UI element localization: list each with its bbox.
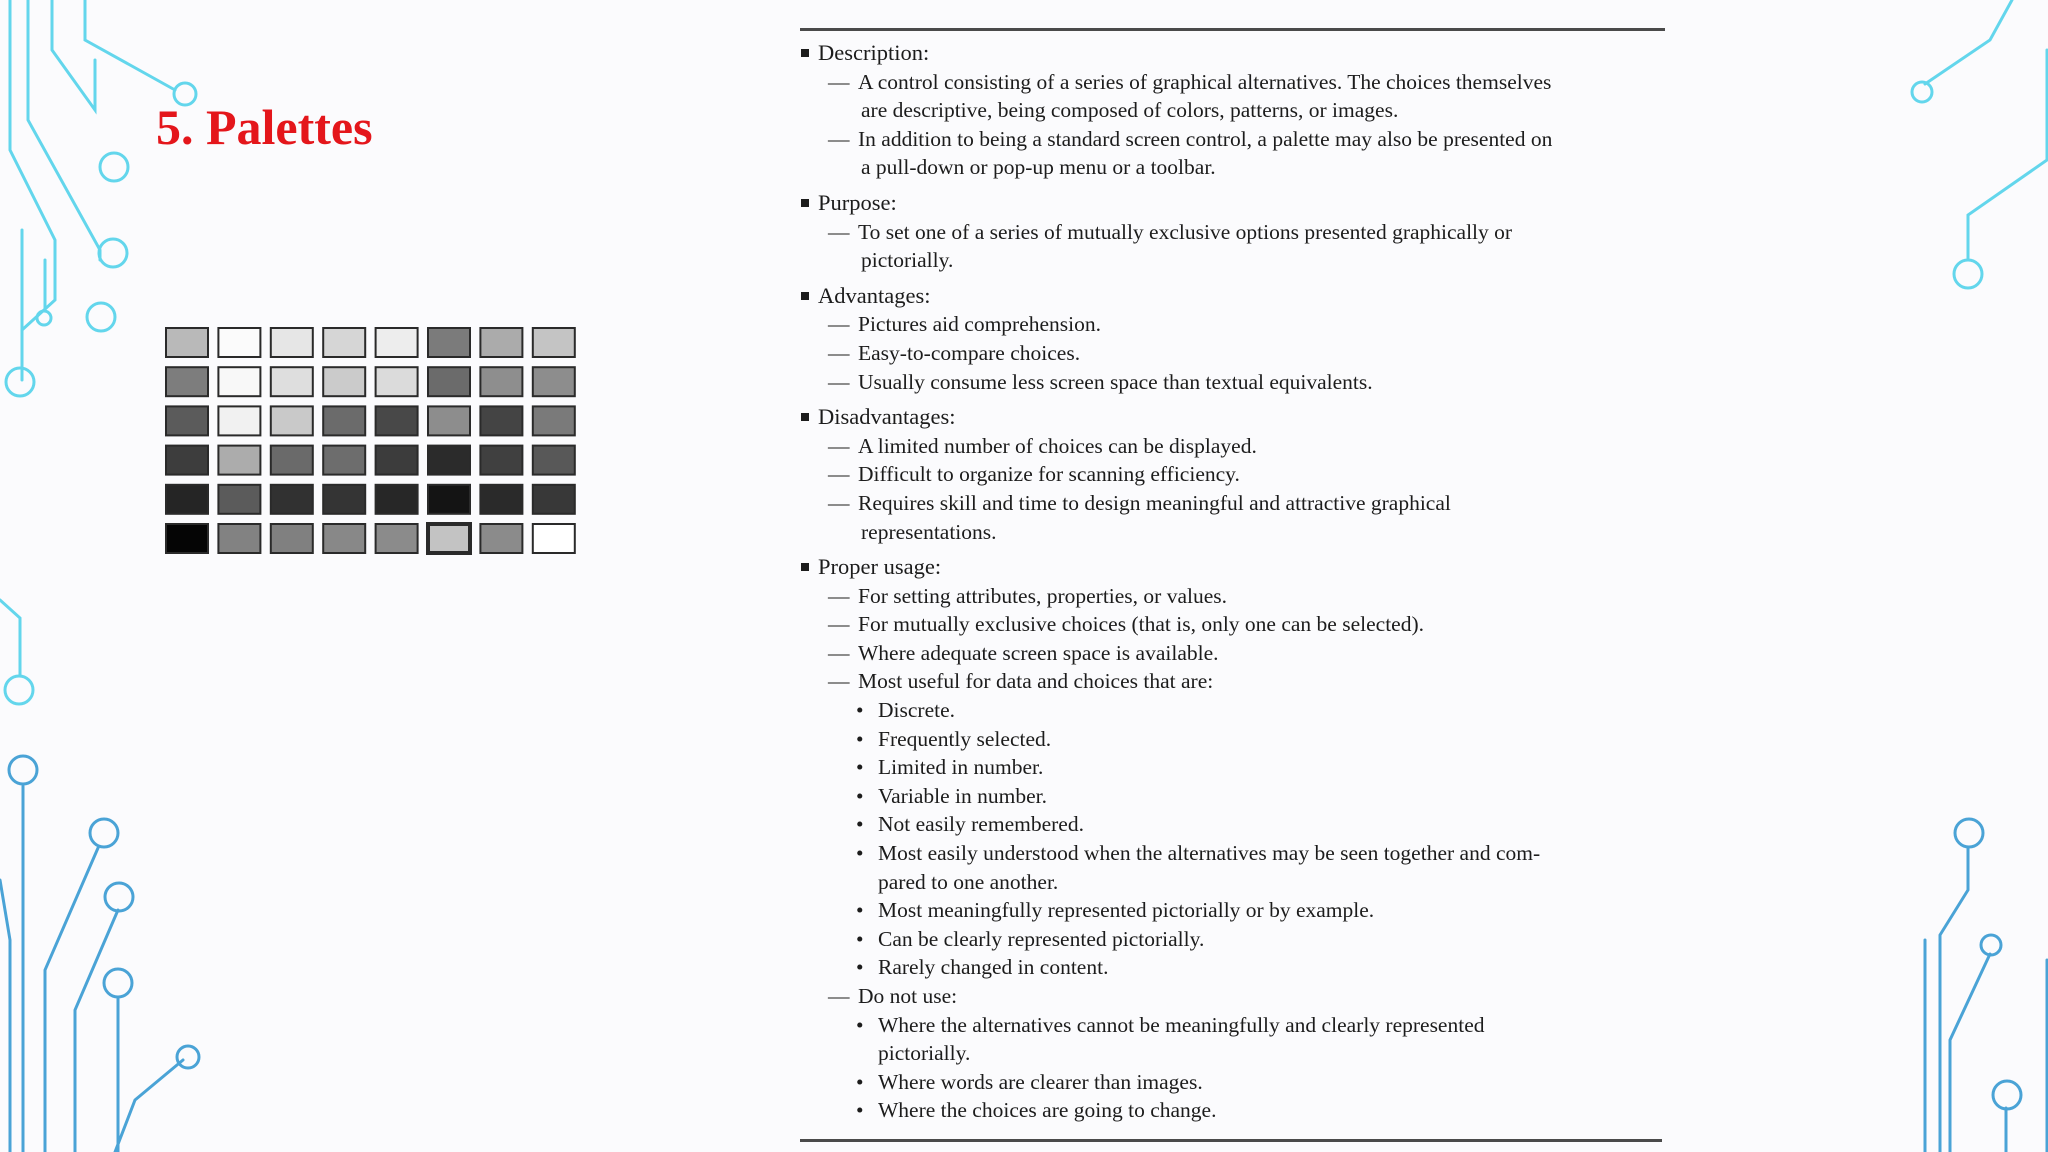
palette-swatch[interactable] bbox=[323, 406, 365, 435]
palette-swatch[interactable] bbox=[323, 328, 365, 357]
section-heading bbox=[800, 403, 1665, 432]
item-line: Most easily understood when the alternatives may be seen together and com- bbox=[878, 841, 1541, 866]
palette-swatch[interactable] bbox=[376, 328, 418, 357]
item-line: Variable in number. bbox=[878, 783, 1047, 808]
palette-swatch[interactable] bbox=[480, 367, 522, 396]
palette-swatch[interactable] bbox=[218, 367, 260, 396]
palette-swatch[interactable] bbox=[271, 406, 313, 435]
bullet-dot-icon: • bbox=[856, 755, 864, 780]
item-line: A limited number of choices can be displayed. bbox=[858, 433, 1257, 458]
item-line: To set one of a series of mutually exclusive options presented graphically or bbox=[858, 219, 1513, 244]
section-heading-text: Description: bbox=[818, 40, 930, 65]
palette-swatch[interactable] bbox=[218, 406, 260, 435]
item-line: For setting attributes, properties, or values. bbox=[858, 583, 1228, 608]
palette-swatch[interactable] bbox=[533, 367, 575, 396]
item-line: Most meaningfully represented pictorially or by example. bbox=[878, 898, 1375, 923]
section-heading-text: Proper usage: bbox=[818, 554, 942, 580]
palette-swatch[interactable] bbox=[271, 446, 313, 475]
palette-swatch[interactable] bbox=[323, 446, 365, 475]
bullet-dot-icon: • bbox=[856, 1069, 864, 1094]
square-bullet-icon bbox=[801, 199, 809, 207]
bullet-dot-icon: • bbox=[856, 955, 864, 980]
item-line: pictorially. bbox=[878, 1041, 971, 1066]
palette-swatch[interactable] bbox=[533, 485, 575, 514]
item-line: Limited in number. bbox=[878, 755, 1044, 780]
item-line: Frequently selected. bbox=[878, 726, 1052, 751]
item-line: Discrete. bbox=[878, 698, 956, 723]
bullet-item bbox=[800, 1011, 1665, 1068]
bullet-item bbox=[800, 782, 1665, 811]
palette-swatch[interactable] bbox=[376, 524, 418, 553]
dash-item bbox=[800, 339, 1665, 368]
item-line: Can be clearly represented pictorially. bbox=[878, 926, 1205, 951]
item-line: Do not use: bbox=[858, 984, 958, 1008]
content-section bbox=[800, 282, 1665, 396]
palette-swatch[interactable] bbox=[271, 367, 313, 396]
section-heading-text: Disadvantages: bbox=[818, 404, 956, 430]
dash-item bbox=[800, 582, 1665, 611]
dash-item bbox=[800, 310, 1665, 339]
item-line: Where adequate screen space is available. bbox=[858, 640, 1219, 665]
palette-swatch[interactable] bbox=[376, 367, 418, 396]
content-section bbox=[800, 403, 1665, 546]
dash-item bbox=[800, 218, 1665, 275]
section-heading-text: Purpose: bbox=[818, 189, 897, 215]
palette-swatch[interactable] bbox=[376, 485, 418, 514]
item-line: Most useful for data and choices that are: bbox=[858, 669, 1214, 694]
item-line: A control consisting of a series of graphical alternatives. The choices themselves bbox=[858, 69, 1552, 94]
palette-swatch[interactable] bbox=[533, 328, 575, 357]
palette-swatch[interactable] bbox=[218, 485, 260, 514]
palette-swatch[interactable] bbox=[166, 367, 208, 396]
palette-swatch[interactable] bbox=[166, 446, 208, 475]
bullet-dot-icon: • bbox=[856, 1012, 864, 1037]
palette-swatch[interactable] bbox=[480, 446, 522, 475]
palette-swatch[interactable] bbox=[166, 328, 208, 357]
item-line: Usually consume less screen space than textual equivalents. bbox=[858, 369, 1373, 394]
item-line: Easy-to-compare choices. bbox=[858, 340, 1081, 365]
item-line: pared to one another. bbox=[878, 869, 1059, 894]
palette-swatch[interactable] bbox=[218, 524, 260, 553]
content-section bbox=[800, 189, 1665, 275]
item-line: pictorially. bbox=[861, 248, 954, 273]
section-heading bbox=[800, 553, 1665, 582]
palette-swatch[interactable] bbox=[480, 524, 522, 553]
palette-swatch[interactable] bbox=[428, 485, 470, 514]
bullet-item bbox=[800, 725, 1665, 754]
bullet-item bbox=[800, 1096, 1665, 1125]
dash-item bbox=[800, 125, 1665, 182]
dash-item bbox=[800, 460, 1665, 489]
item-line: Difficult to organize for scanning efficiency. bbox=[858, 462, 1240, 487]
item-line: Not easily remembered. bbox=[878, 812, 1084, 837]
dash-item bbox=[800, 982, 1665, 1011]
palette-swatch[interactable] bbox=[218, 446, 260, 475]
palette-swatch[interactable] bbox=[376, 406, 418, 435]
item-line: Where words are clearer than images. bbox=[878, 1069, 1203, 1094]
square-bullet-icon bbox=[801, 49, 809, 57]
item-line: a pull-down or pop-up menu or a toolbar. bbox=[861, 155, 1216, 180]
palette-swatch[interactable] bbox=[533, 406, 575, 435]
bottom-rule bbox=[800, 1139, 1662, 1142]
bullet-item bbox=[800, 839, 1665, 896]
bullet-dot-icon: • bbox=[856, 1098, 864, 1123]
item-line: In addition to being a standard screen control, a palette may also be presented on bbox=[858, 126, 1553, 151]
palette-swatch[interactable] bbox=[428, 328, 470, 357]
palette-swatch[interactable] bbox=[271, 328, 313, 357]
dash-item bbox=[800, 368, 1665, 397]
section-heading bbox=[800, 282, 1665, 311]
palette-swatch[interactable] bbox=[480, 485, 522, 514]
palette-swatch-selected[interactable] bbox=[428, 524, 470, 553]
item-line: are descriptive, being composed of colors, patterns, or images. bbox=[861, 98, 1399, 123]
bullet-item bbox=[800, 753, 1665, 782]
bullet-dot-icon: • bbox=[856, 726, 864, 751]
palette-grid bbox=[164, 326, 576, 558]
bullet-dot-icon: • bbox=[856, 926, 864, 951]
dash-item bbox=[800, 68, 1665, 125]
square-bullet-icon bbox=[801, 413, 809, 421]
content-section bbox=[800, 39, 1665, 182]
palette-swatch[interactable] bbox=[218, 328, 260, 357]
bullet-item bbox=[800, 925, 1665, 954]
item-line: Where the alternatives cannot be meaningfully and clearly represented bbox=[878, 1012, 1485, 1037]
item-line: Where the choices are going to change. bbox=[878, 1098, 1217, 1123]
palette-swatch[interactable] bbox=[533, 524, 575, 553]
section-heading bbox=[800, 189, 1665, 218]
section-heading bbox=[800, 39, 1665, 68]
content-panel bbox=[800, 28, 1665, 1125]
palette-swatch[interactable] bbox=[428, 367, 470, 396]
palette-swatch[interactable] bbox=[271, 524, 313, 553]
item-line: For mutually exclusive choices (that is, only one can be selected). bbox=[858, 612, 1424, 637]
dash-item bbox=[800, 639, 1665, 668]
palette-swatch[interactable] bbox=[323, 524, 365, 553]
content-section bbox=[800, 553, 1665, 1125]
dash-item bbox=[800, 489, 1665, 546]
palette-swatch[interactable] bbox=[271, 485, 313, 514]
slide-title: 5. Palettes bbox=[156, 99, 373, 155]
dash-item bbox=[800, 432, 1665, 461]
palette-swatch[interactable] bbox=[376, 446, 418, 475]
palette-swatch[interactable] bbox=[428, 446, 470, 475]
bullet-dot-icon: • bbox=[856, 812, 864, 837]
bullet-item bbox=[800, 1068, 1665, 1097]
bullet-dot-icon: • bbox=[856, 898, 864, 923]
dash-item bbox=[800, 667, 1665, 696]
palette-swatch[interactable] bbox=[323, 367, 365, 396]
bullet-item bbox=[800, 810, 1665, 839]
bullet-dot-icon: • bbox=[856, 783, 864, 808]
palette-swatch[interactable] bbox=[166, 485, 208, 514]
bullet-dot-icon: • bbox=[856, 698, 864, 723]
section-heading-text: Advantages: bbox=[818, 282, 931, 308]
content-text bbox=[800, 31, 1665, 1125]
item-line: Rarely changed in content. bbox=[878, 955, 1109, 980]
square-bullet-icon bbox=[801, 292, 809, 300]
palette-swatch[interactable] bbox=[480, 406, 522, 435]
item-line: representations. bbox=[861, 519, 997, 544]
palette-swatch[interactable] bbox=[428, 406, 470, 435]
palette-swatch[interactable] bbox=[480, 328, 522, 357]
bullet-item bbox=[800, 896, 1665, 925]
item-line: Pictures aid comprehension. bbox=[858, 312, 1102, 337]
item-line: Requires skill and time to design meaningful and attractive graphical bbox=[858, 490, 1451, 515]
palette-swatch[interactable] bbox=[323, 485, 365, 514]
bullet-dot-icon: • bbox=[856, 841, 864, 866]
square-bullet-icon bbox=[801, 563, 809, 571]
bullet-item bbox=[800, 953, 1665, 982]
dash-item bbox=[800, 610, 1665, 639]
bullet-item bbox=[800, 696, 1665, 725]
palette-swatch[interactable] bbox=[166, 524, 208, 553]
palette-swatch[interactable] bbox=[533, 446, 575, 475]
palette-swatch[interactable] bbox=[166, 406, 208, 435]
